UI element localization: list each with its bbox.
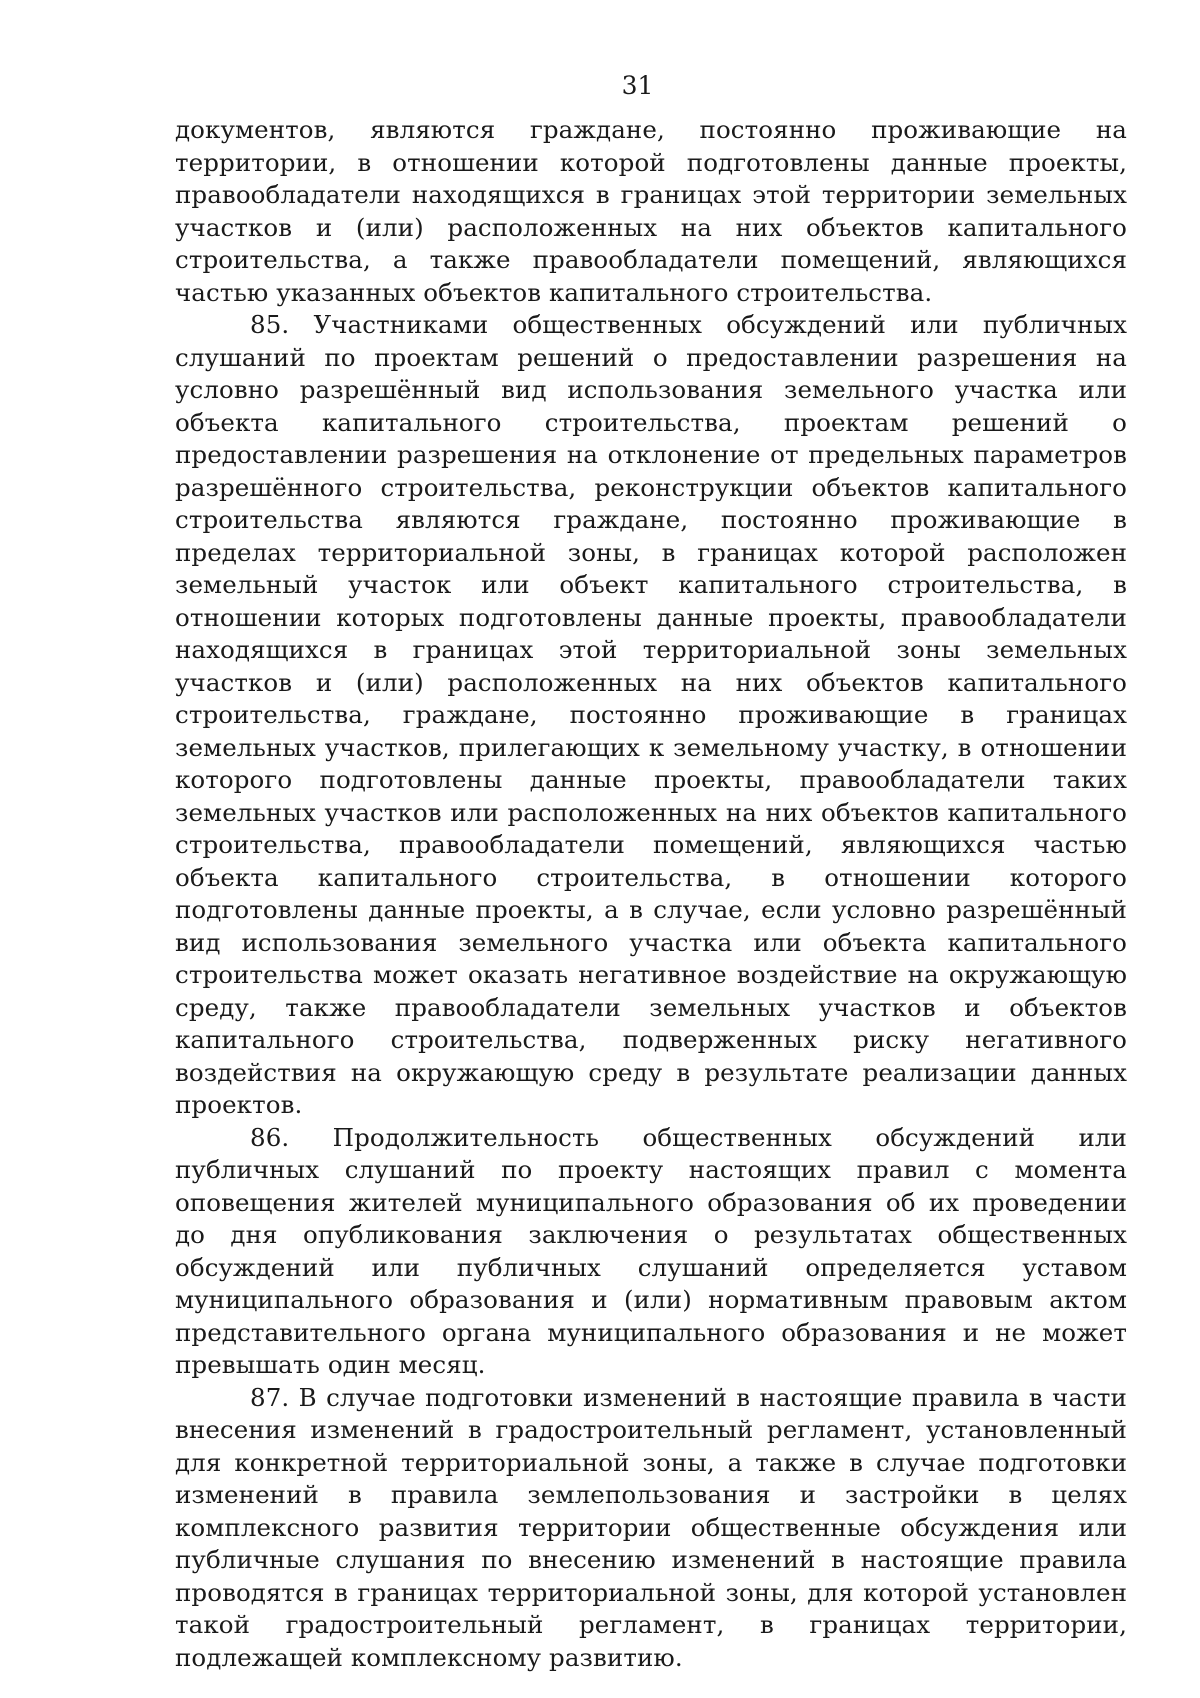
paragraph-continuation: документов, являются граждане, постоянно проживающие на территории, в отношении которой подготовлены данные проекты, правообладатели находящихся в границах этой территории земельных участков и (или) расположенных на них объектов капитального строительства, а также правообладатели помещений, являющихся частью указанных объектов капитального строительства.	[175, 115, 1127, 307]
paragraph-87: 87. В случае подготовки изменений в настоящие правила в части внесения изменений в градостроительный регламент, установленный для конкретной территориальной зоны, а также в случае подготовки изменений в правила землепользования и застройки в целях комплексного развития территории общественные обсуждения или публичные слушания по внесению изменений в настоящие правила проводятся в границах территориальной зоны, для которой установлен такой градостроительный регламент, в границах территории, подлежащей комплексному развитию.	[175, 1382, 1127, 1672]
document-body	[175, 114, 1127, 1674]
paragraph-86: 86. Продолжительность общественных обсуждений или публичных слушаний по проекту настоящих правил с момента оповещения жителей муниципального образования об их проведении до дня опубликования заключения о результатах общественных обсуждений или публичных слушаний определяется уставом муниципального образования и (или) нормативным правовым актом представительного органа муниципального образования и не может превышать один месяц.	[175, 1122, 1127, 1379]
page-number: 31	[621, 71, 654, 100]
paragraph-85: 85. Участниками общественных обсуждений или публичных слушаний по проектам решений о предоставлении разрешения на условно разрешённый вид использования земельного участка или объекта капитального строительства, проектам решений о предоставлении разрешения на отклонение от предельных параметров разрешённого строительства, реконструкции объектов капитального строительства являются граждане, постоянно проживающие в пределах территориальной зоны, в границах которой расположен земельный участок или объект капитального строительства, в отношении которых подготовлены данные проекты, правообладатели находящихся в границах этой территориальной зоны земельных участков и (или) расположенных на них объектов капитального строительства, граждане, постоянно проживающие в границах земельных участков, прилегающих к земельному участку, в отношении которого подготовлены данные проекты, правообладатели таких земельных участков или расположенных на них объектов капитального строительства, правообладатели помещений, являющихся частью объекта капитального строительства, в отношении которого подготовлены данные проекты, а в случае, если условно разрешённый вид использования земельного участка или объекта капитального строительства может оказать негативное воздействие на окружающую среду, также правообладатели земельных участков и объектов капитального строительства, подверженных риску негативного воздействия на окружающую среду в результате реализации данных проектов.	[175, 310, 1127, 1119]
